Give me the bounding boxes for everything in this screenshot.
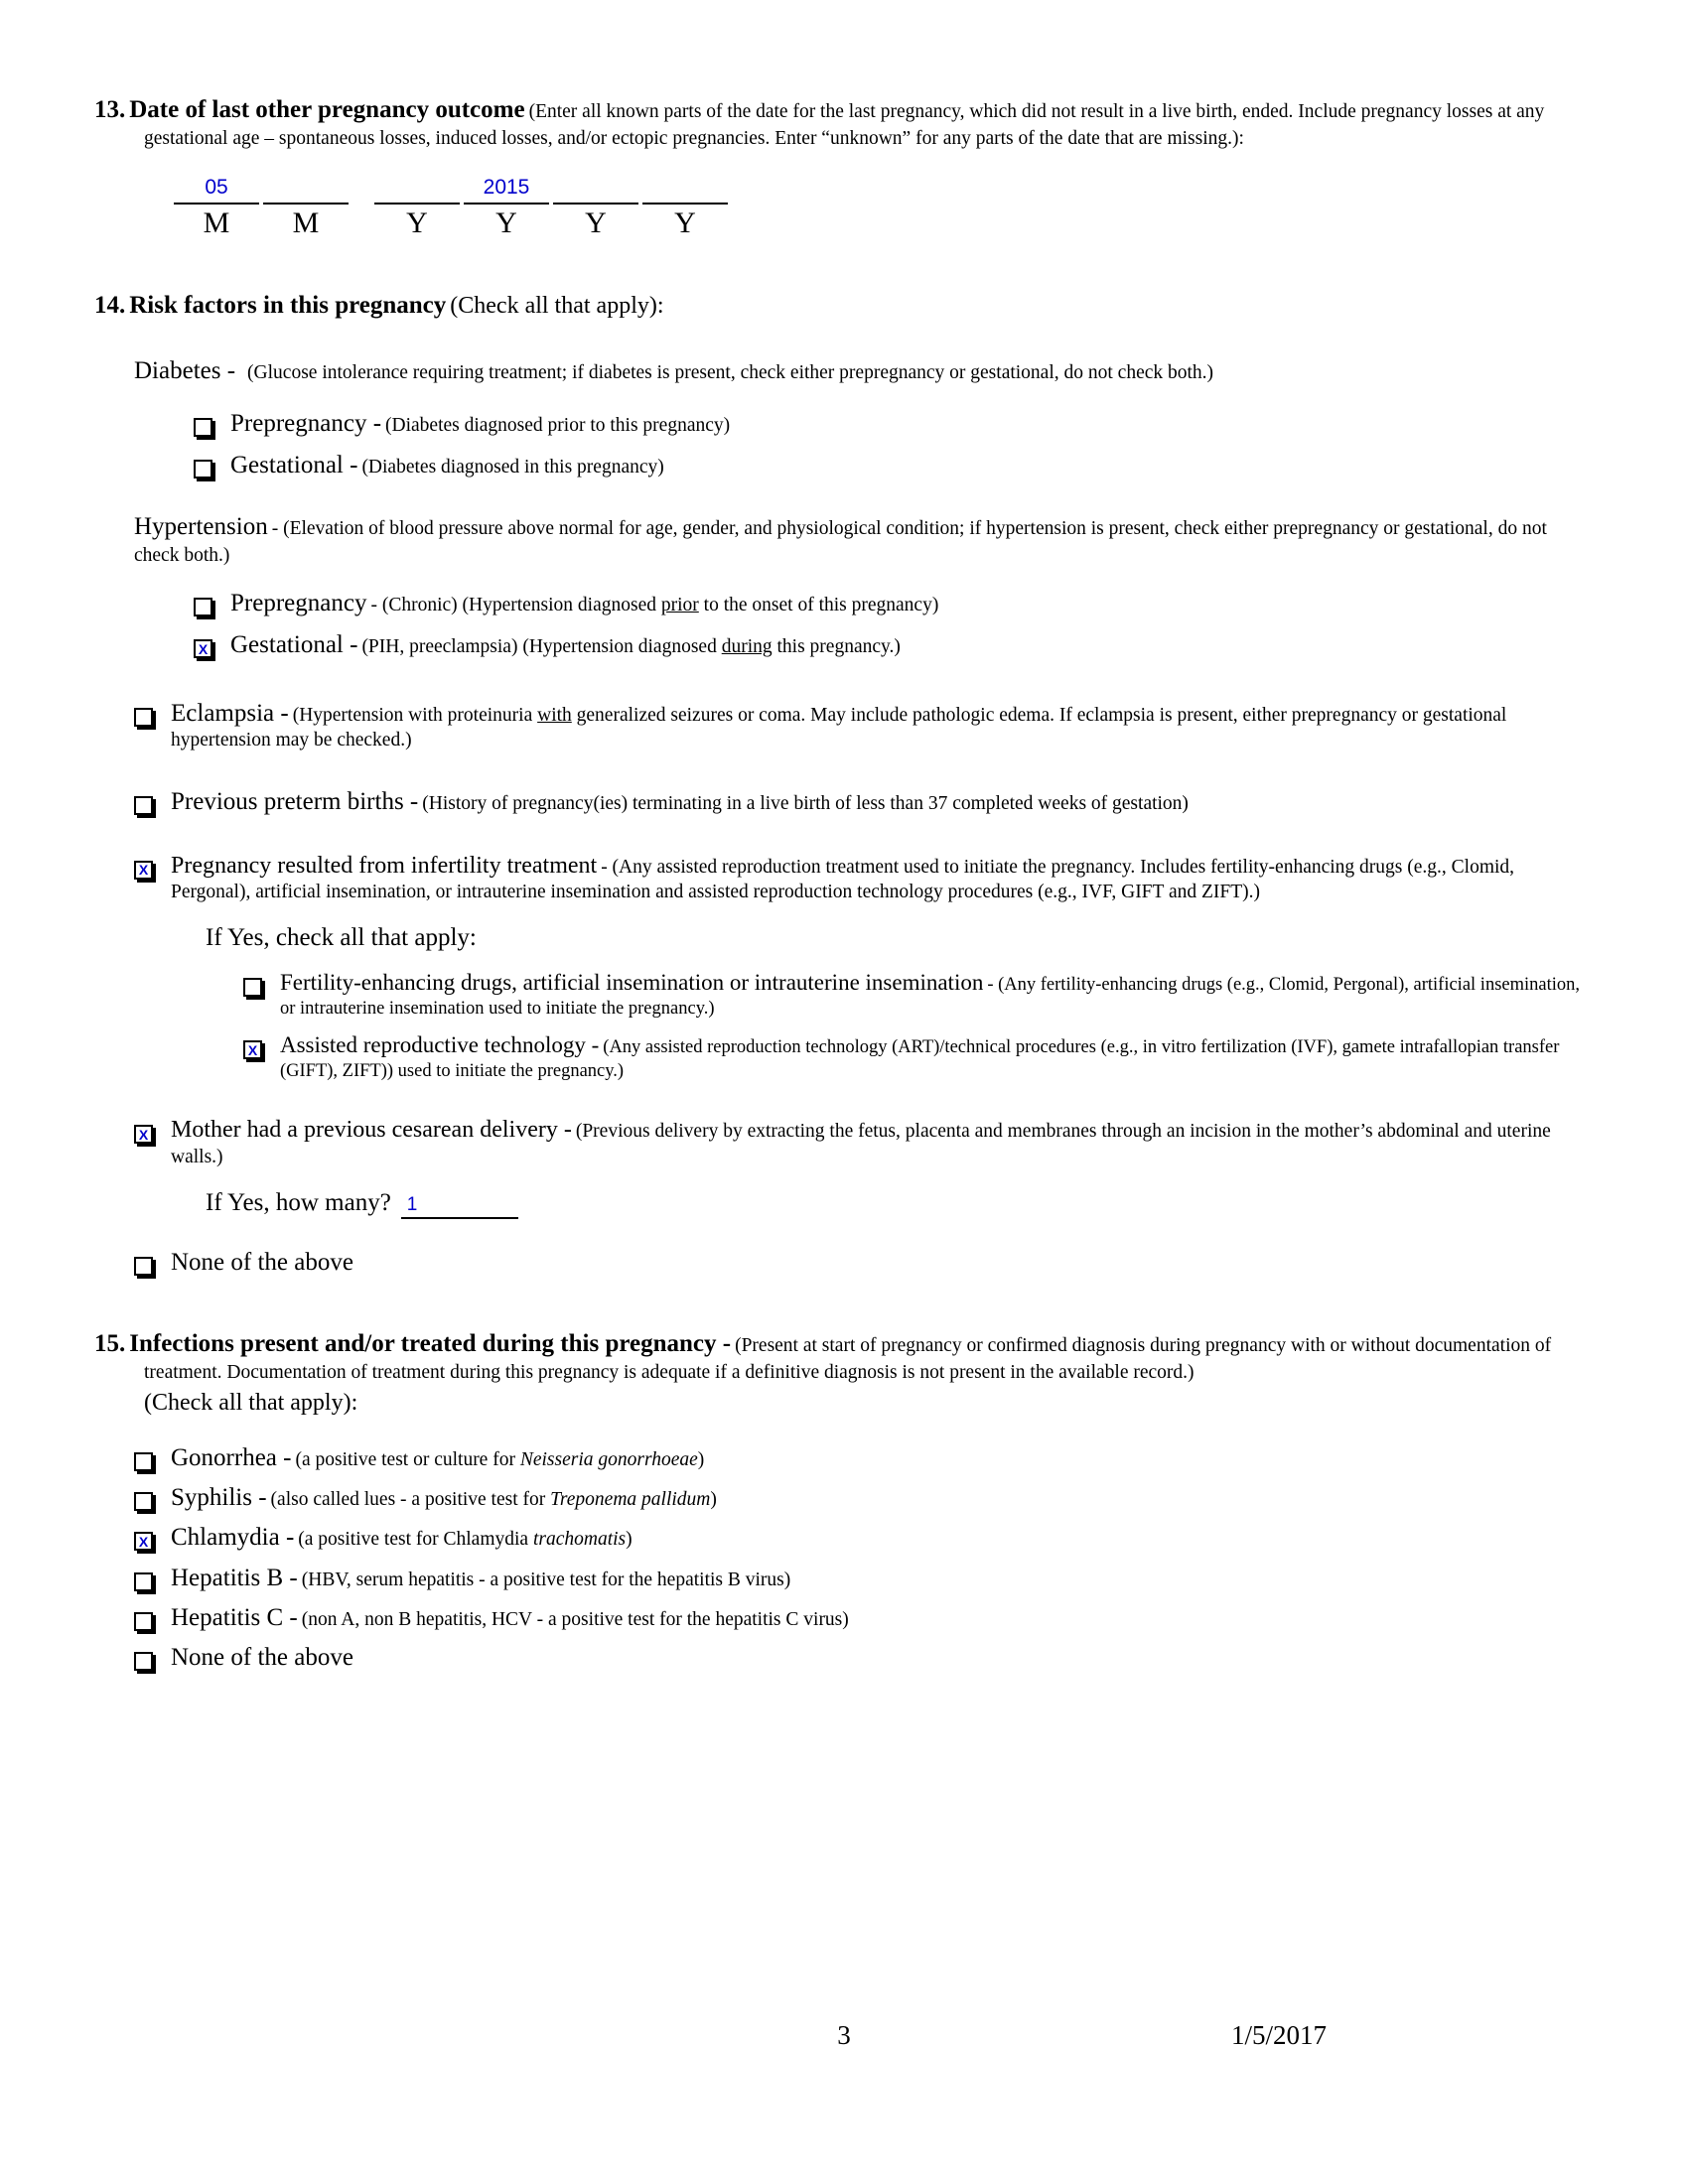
diabetes-prepregnancy-label: Prepregnancy -	[230, 409, 382, 437]
previous-preterm-births-row[interactable]	[134, 788, 1594, 816]
checkbox-icon[interactable]	[194, 598, 212, 616]
previous-cesarean-description: (Previous delivery by extracting the fetus, placenta and membranes through an incision in the mother’s abdominal and uterine walls.)	[171, 1121, 1551, 1167]
date-blank-line	[553, 201, 638, 205]
syphilis-row[interactable]	[134, 1484, 1594, 1512]
cesarean-how-many-row[interactable]	[206, 1189, 1594, 1219]
hypertension-gestational-text	[230, 631, 1594, 659]
question-13-heading	[94, 94, 1594, 151]
date-year-letter-1: Y	[406, 206, 428, 240]
diabetes-gestational-description: (Diabetes diagnosed in this pregnancy)	[361, 457, 664, 478]
q15-none-of-the-above-label: None of the above	[171, 1644, 353, 1672]
hypertension-gestational-desc-pre: (PIH, preeclampsia) (Hypertension diagnosed	[361, 636, 722, 658]
question-14-heading	[94, 290, 1594, 322]
diabetes-label: Diabetes -	[134, 357, 236, 385]
previous-cesarean-label: Mother had a previous cesarean delivery -	[171, 1117, 572, 1144]
hypertension-gestational-desc-post: this pregnancy.)	[772, 636, 901, 658]
date-year-field-2[interactable]	[464, 175, 549, 240]
eclampsia-text	[171, 700, 1594, 753]
checkbox-icon[interactable]	[194, 418, 212, 437]
checkbox-icon[interactable]	[134, 1572, 153, 1591]
question-13-description: (Enter all known parts of the date for the last pregnancy, which did not result in a live birth, ended. Include pregnancy losses at any gestational age – spontaneous losses, induced losses, and/or ectopic pregnancies. Enter “unknown” for any parts of the date that are missing.):	[144, 101, 1545, 149]
q15-none-of-the-above-text	[171, 1644, 1594, 1672]
chlamydia-text	[171, 1524, 1594, 1552]
checkbox-icon[interactable]	[194, 639, 212, 658]
hypertension-prepregnancy-label: Prepregnancy	[230, 589, 367, 616]
checkbox-icon[interactable]	[134, 1612, 153, 1631]
chlamydia-desc-italic: trachomatis	[532, 1529, 627, 1551]
hypertension-group-heading	[134, 510, 1594, 568]
chlamydia-desc-pre: (a positive test for Chlamydia	[298, 1529, 533, 1551]
hypertension-gestational-desc-underline: during	[721, 636, 773, 658]
previous-cesarean-text	[171, 1117, 1594, 1169]
checkbox-icon[interactable]	[134, 708, 153, 727]
date-month-letter-2: M	[292, 206, 320, 240]
question-15-number: 15.	[94, 1330, 126, 1358]
date-blank-line	[642, 201, 728, 205]
question-13	[94, 94, 1594, 240]
infertility-treatment-label: Pregnancy resulted from infertility treatment	[171, 852, 598, 879]
previous-preterm-births-label: Previous preterm births -	[171, 788, 419, 816]
fertility-enhancing-drugs-description: - (Any fertility-enhancing drugs (e.g., Clomid, Pergonal), artificial insemination, or intrauterine insemination used to initiate the pregnancy.)	[280, 975, 1580, 1020]
checkbox-icon[interactable]	[134, 1452, 153, 1471]
gonorrhea-text	[171, 1444, 1594, 1472]
page-content	[94, 94, 1594, 1672]
page-footer	[0, 2020, 1688, 2060]
hepatitis-b-row[interactable]	[134, 1565, 1594, 1592]
question-14-instruction: (Check all that apply):	[450, 293, 664, 320]
question-14	[94, 290, 1594, 1277]
date-of-last-outcome-fields	[174, 175, 1594, 240]
date-blank-line	[374, 201, 460, 205]
diabetes-prepregnancy-description: (Diabetes diagnosed prior to this pregnancy)	[385, 414, 731, 436]
checkbox-icon[interactable]	[134, 1652, 153, 1671]
question-15-description: (Present at start of pregnancy or confirmed diagnosis during pregnancy with or without documentation of treatment. Documentation of treatment during this pregnancy is adequate if a definitive diagnosis is not present in the available record.)	[144, 1335, 1552, 1384]
syphilis-text	[171, 1484, 1594, 1512]
hypertension-prepregnancy-text	[230, 590, 1594, 617]
question-13-number: 13.	[94, 96, 126, 123]
q14-none-of-the-above-row[interactable]	[134, 1249, 1594, 1277]
question-14-title: Risk factors in this pregnancy	[129, 292, 447, 320]
eclampsia-desc-pre: (Hypertension with proteinuria	[292, 704, 538, 726]
diabetes-group-heading	[134, 355, 1594, 388]
syphilis-desc-post: )	[710, 1488, 717, 1510]
question-15-title: Infections present and/or treated during this pregnancy -	[129, 1330, 732, 1358]
question-14-number: 14.	[94, 292, 126, 320]
date-month-field-1[interactable]	[174, 175, 259, 240]
question-13-title: Date of last other pregnancy outcome	[129, 96, 525, 123]
diabetes-gestational-text	[230, 452, 1594, 479]
diabetes-gestational-row[interactable]	[194, 452, 1594, 479]
hepatitis-c-label: Hepatitis C -	[171, 1603, 298, 1631]
hepatitis-c-description: (non A, non B hepatitis, HCV - a positive test for the hepatitis C virus)	[301, 1608, 849, 1630]
checkbox-icon[interactable]	[243, 978, 262, 997]
date-year-field-4[interactable]	[642, 175, 728, 240]
hypertension-prepregnancy-desc-pre: - (Chronic) (Hypertension diagnosed	[370, 594, 661, 615]
fertility-enhancing-drugs-row[interactable]	[243, 970, 1594, 1021]
footer-page-number: 3	[837, 2020, 851, 2050]
syphilis-desc-pre: (also called lues - a positive test for	[270, 1488, 551, 1510]
hypertension-gestational-label: Gestational -	[230, 631, 358, 659]
fertility-enhancing-drugs-text	[280, 970, 1594, 1021]
hypertension-prepregnancy-desc-underline: prior	[660, 594, 699, 615]
eclampsia-desc-post: generalized seizures or coma. May include pathologic edema. If eclampsia is present, either prepregnancy or gestational hypertension may be checked.)	[171, 704, 1507, 751]
infertility-treatment-text	[171, 853, 1594, 905]
q15-none-of-the-above-row[interactable]	[134, 1644, 1594, 1672]
hepatitis-c-text	[171, 1604, 1594, 1632]
gonorrhea-label: Gonorrhea -	[171, 1443, 292, 1471]
hepatitis-b-description: (HBV, serum hepatitis - a positive test for the hepatitis B virus)	[301, 1569, 791, 1590]
chlamydia-label: Chlamydia -	[171, 1524, 295, 1552]
checkbox-icon[interactable]	[194, 460, 212, 478]
gonorrhea-desc-post: )	[697, 1448, 705, 1470]
hepatitis-b-label: Hepatitis B -	[171, 1564, 298, 1591]
q14-none-of-the-above-text	[171, 1249, 1594, 1277]
date-year-letter-4: Y	[674, 206, 696, 240]
cesarean-how-many-input[interactable]	[401, 1189, 518, 1219]
hepatitis-b-text	[171, 1565, 1594, 1592]
infertility-treatment-row[interactable]	[134, 853, 1594, 905]
infertility-treatment-description: - (Any assisted reproduction treatment used to initiate the pregnancy. Includes fertility-enhancing drugs (e.g., Clomid, Pergonal), artificial insemination, or intrauterine insemination and assisted reproduction technology procedures (e.g., IVF, GIFT and ZIFT).)	[171, 856, 1515, 902]
assisted-reproductive-technology-description: (Any assisted reproduction technology (ART)/technical procedures (e.g., in vitro fertilization (IVF), gamete intrafallopian transfer (GIFT), ZIFT)) used to initiate the pregnancy.)	[280, 1037, 1560, 1082]
date-month-field-2[interactable]	[263, 175, 349, 240]
checkbox-icon[interactable]	[134, 1492, 153, 1511]
gonorrhea-desc-pre: (a positive test or culture for	[295, 1448, 520, 1470]
diabetes-gestational-label: Gestational -	[230, 452, 358, 479]
cesarean-how-many-label: If Yes, how many?	[206, 1189, 391, 1217]
date-blank-line	[174, 201, 259, 205]
checkbox-icon[interactable]	[134, 796, 153, 815]
chlamydia-desc-post: )	[626, 1529, 633, 1551]
date-year-field-3[interactable]	[553, 175, 638, 240]
hypertension-prepregnancy-desc-post: to the onset of this pregnancy)	[698, 594, 939, 615]
q14-none-of-the-above-label: None of the above	[171, 1249, 353, 1277]
assisted-reproductive-technology-row[interactable]	[243, 1032, 1594, 1083]
eclampsia-label: Eclampsia -	[171, 699, 289, 727]
assisted-reproductive-technology-text	[280, 1032, 1594, 1083]
question-15-heading	[94, 1328, 1594, 1385]
eclampsia-row[interactable]	[134, 700, 1594, 753]
hypertension-description: - (Elevation of blood pressure above normal for age, gender, and physiological condition; if hypertension is present, check either prepregnancy or gestational, do not check both.)	[134, 517, 1547, 566]
date-year-value: 2015	[483, 176, 530, 200]
gonorrhea-desc-italic: Neisseria gonorrhoeae	[519, 1448, 698, 1470]
question-15	[94, 1328, 1594, 1672]
previous-preterm-births-description: (History of pregnancy(ies) terminating in a live birth of less than 37 completed weeks of gestation)	[422, 793, 1189, 815]
checkbox-icon[interactable]	[134, 1257, 153, 1276]
date-blank-line	[464, 201, 549, 205]
date-year-letter-3: Y	[585, 206, 607, 240]
checkbox-icon[interactable]	[134, 861, 153, 880]
cesarean-how-many-value: 1	[406, 1194, 418, 1216]
syphilis-desc-italic: Treponema pallidum	[550, 1488, 711, 1510]
assisted-reproductive-technology-label: Assisted reproductive technology -	[280, 1032, 600, 1058]
hypertension-prepregnancy-row[interactable]	[194, 590, 1594, 617]
date-year-field-1[interactable]	[374, 175, 460, 240]
diabetes-prepregnancy-row[interactable]	[194, 410, 1594, 438]
hypertension-gestational-row[interactable]	[194, 631, 1594, 659]
checkbox-icon[interactable]	[134, 1125, 153, 1144]
previous-preterm-births-text	[171, 788, 1594, 816]
date-month-letter-1: M	[203, 206, 230, 240]
previous-cesarean-row[interactable]	[134, 1117, 1594, 1169]
checkbox-icon[interactable]	[243, 1040, 262, 1059]
date-month-value: 05	[205, 176, 228, 200]
date-year-letter-2: Y	[495, 206, 517, 240]
diabetes-description: (Glucose intolerance requiring treatment; if diabetes is present, check either prepregnancy or gestational, do not check both.)	[247, 362, 1214, 384]
hepatitis-c-row[interactable]	[134, 1604, 1594, 1632]
syphilis-label: Syphilis -	[171, 1483, 267, 1511]
chlamydia-row[interactable]	[134, 1524, 1594, 1552]
checkbox-icon[interactable]	[134, 1532, 153, 1551]
date-blank-line	[263, 201, 349, 205]
eclampsia-desc-underline: with	[537, 704, 572, 726]
gonorrhea-row[interactable]	[134, 1444, 1594, 1472]
diabetes-prepregnancy-text	[230, 410, 1594, 438]
question-15-instruction: (Check all that apply):	[144, 1389, 358, 1416]
footer-date: 1/5/2017	[1231, 2020, 1328, 2050]
infertility-if-yes-label: If Yes, check all that apply:	[206, 924, 477, 952]
fertility-enhancing-drugs-label: Fertility-enhancing drugs, artificial insemination or intrauterine insemination	[280, 970, 984, 996]
hypertension-label: Hypertension	[134, 512, 268, 540]
